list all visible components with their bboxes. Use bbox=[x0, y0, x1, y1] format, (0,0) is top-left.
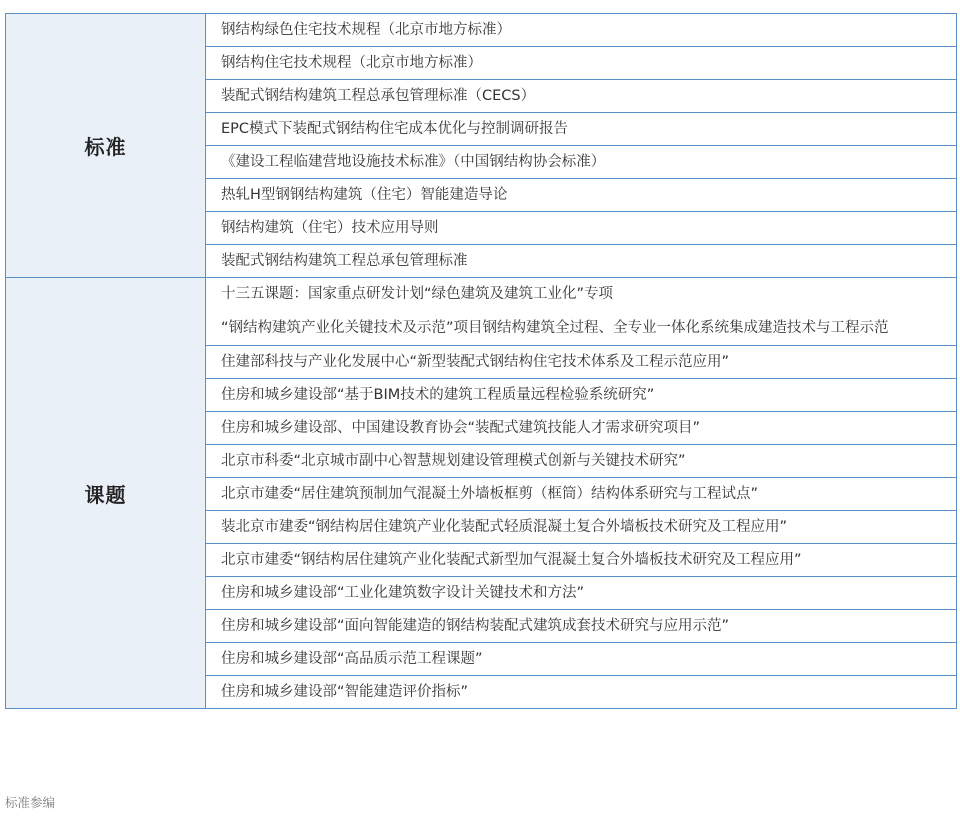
project-item: 住房和城乡建设部、中国建设教育协会“装配式建筑技能人才需求研究项目” bbox=[206, 412, 957, 445]
source-caption: 标准参编 bbox=[5, 795, 56, 810]
project-item-line: 十三五课题：国家重点研发计划“绿色建筑及建筑工业化”专项 bbox=[221, 286, 614, 302]
project-item: 住房和城乡建设部“高品质示范工程课题” bbox=[206, 643, 957, 676]
project-item-line: “钢结构建筑产业化关键技术及示范”项目钢结构建筑全过程、全专业一体化系统集成建造技术与工程示范 bbox=[221, 320, 889, 336]
standard-item: EPC模式下装配式钢结构住宅成本优化与控制调研报告 bbox=[206, 113, 957, 146]
project-item: 住房和城乡建设部“基于BIM技术的建筑工程质量远程检验系统研究” bbox=[206, 379, 957, 412]
project-item-national-key bbox=[206, 278, 957, 346]
standard-item: 装配式钢结构建筑工程总承包管理标准 bbox=[206, 245, 957, 278]
project-item: 住房和城乡建设部“智能建造评价指标” bbox=[206, 676, 957, 709]
standard-item: 热轧H型钢钢结构建筑（住宅）智能建造导论 bbox=[206, 179, 957, 212]
standard-item: 装配式钢结构建筑工程总承包管理标准（CECS） bbox=[206, 80, 957, 113]
project-item: 北京市建委“钢结构居住建筑产业化装配式新型加气混凝土复合外墙板技术研究及工程应用” bbox=[206, 544, 957, 577]
projects-group-label: 课题 bbox=[6, 278, 206, 709]
project-item: 北京市科委“北京城市副中心智慧规划建设管理模式创新与关键技术研究” bbox=[206, 445, 957, 478]
table-row bbox=[6, 14, 957, 47]
project-item: 装北京市建委“钢结构居住建筑产业化装配式轻质混凝土复合外墙板技术研究及工程应用” bbox=[206, 511, 957, 544]
project-item: 住房和城乡建设部“工业化建筑数字设计关键技术和方法” bbox=[206, 577, 957, 610]
project-item: 住建部科技与产业化发展中心“新型装配式钢结构住宅技术体系及工程示范应用” bbox=[206, 346, 957, 379]
standard-item: 钢结构住宅技术规程（北京市地方标准） bbox=[206, 47, 957, 80]
project-item: 住房和城乡建设部“面向智能建造的钢结构装配式建筑成套技术研究与应用示范” bbox=[206, 610, 957, 643]
standards-projects-table-container bbox=[5, 13, 957, 709]
table-row bbox=[6, 278, 957, 346]
standards-projects-table bbox=[5, 13, 957, 709]
standard-item: 钢结构绿色住宅技术规程（北京市地方标准） bbox=[206, 14, 957, 47]
project-item: 北京市建委“居住建筑预制加气混凝土外墙板框剪（框筒）结构体系研究与工程试点” bbox=[206, 478, 957, 511]
standards-group-label: 标准 bbox=[6, 14, 206, 278]
standard-item: 《建设工程临建营地设施技术标准》（中国钢结构协会标准） bbox=[206, 146, 957, 179]
standard-item: 钢结构建筑（住宅）技术应用导则 bbox=[206, 212, 957, 245]
